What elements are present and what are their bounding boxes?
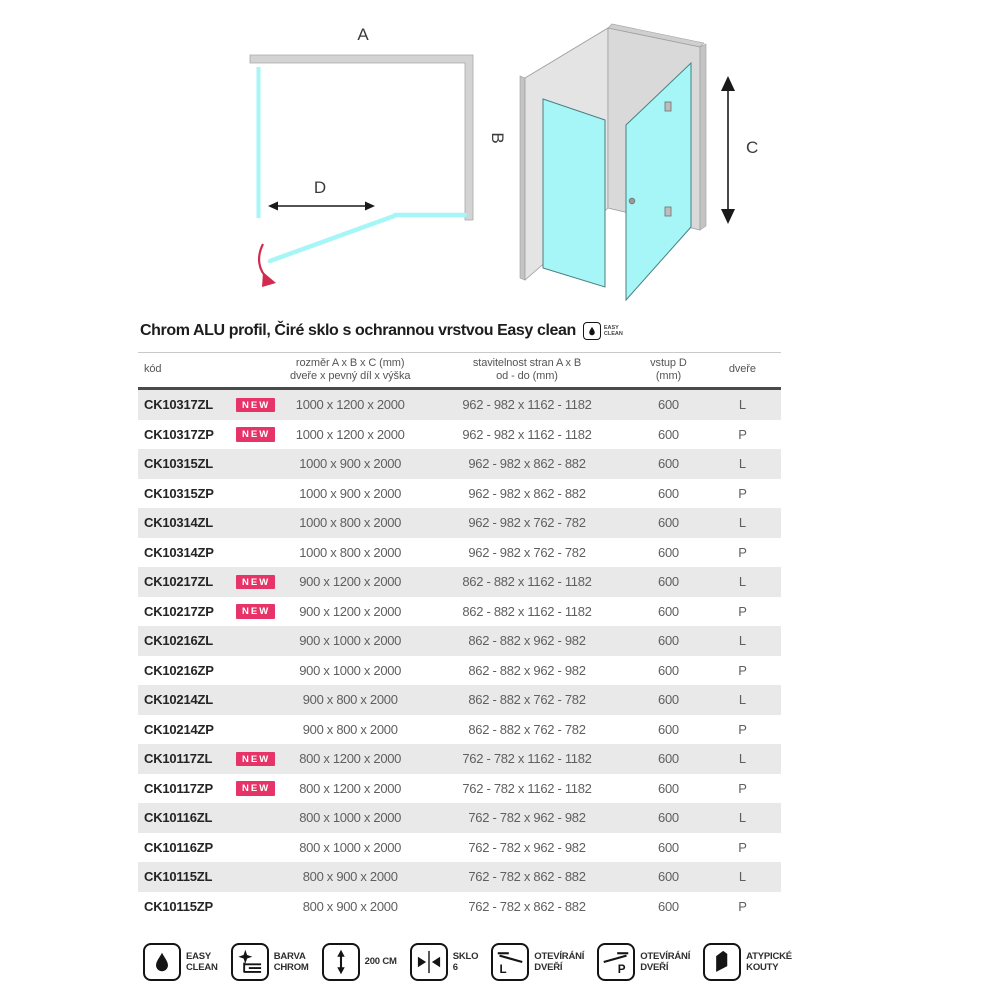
dimensions-cell: 1000 x 1200 x 2000 xyxy=(295,397,405,413)
easy-clean-badge-label: EASY CLEAN xyxy=(603,324,623,337)
dimensions-cell: 1000 x 800 x 2000 xyxy=(299,515,402,531)
easy-clean-badge xyxy=(583,322,623,340)
table-row xyxy=(138,715,781,745)
adjust-range-cell: 862 - 882 x 762 - 782 xyxy=(468,721,586,737)
entry-width-cell: 600 xyxy=(658,397,679,413)
table-row xyxy=(138,685,781,715)
door-knob xyxy=(629,198,635,204)
door-swing-arrow xyxy=(259,244,276,287)
product-code: CK10214ZL xyxy=(144,692,214,708)
door-side-cell: L xyxy=(738,456,746,472)
code-cell xyxy=(138,574,279,589)
entry-width-cell: 600 xyxy=(658,751,679,767)
table-row xyxy=(138,774,781,804)
code-cell xyxy=(138,692,279,707)
product-code: CK10314ZL xyxy=(144,515,214,531)
glass-thickness-icon xyxy=(410,943,448,981)
plan-fixed-glass-panel xyxy=(257,67,261,218)
table-row xyxy=(138,597,781,627)
plan-open-door-panel xyxy=(270,216,394,261)
product-spec-table xyxy=(138,352,781,921)
dimensions-cell: 800 x 1000 x 2000 xyxy=(299,839,402,855)
entry-width-cell: 600 xyxy=(658,574,679,590)
adjust-range-cell: 862 - 882 x 962 - 982 xyxy=(468,662,586,678)
door-side-cell: P xyxy=(738,603,747,619)
new-badge: NEW xyxy=(236,427,275,442)
dimensions-cell: 800 x 1200 x 2000 xyxy=(299,751,402,767)
door-side-cell: P xyxy=(738,839,747,855)
legend-label: ATYPICKÉ KOUTY xyxy=(746,950,792,973)
new-badge: NEW xyxy=(236,575,275,590)
product-code: CK10315ZL xyxy=(144,456,214,472)
entry-width-cell: 600 xyxy=(658,426,679,442)
code-cell xyxy=(138,722,279,737)
title-row xyxy=(140,322,623,340)
table-row xyxy=(138,803,781,833)
entry-width-cell: 600 xyxy=(658,692,679,708)
code-cell xyxy=(138,427,279,442)
dimensions-cell: 900 x 800 x 2000 xyxy=(302,692,398,708)
door-open-left-icon xyxy=(491,943,529,981)
door-swing-left-icon xyxy=(496,948,524,976)
table-row xyxy=(138,449,781,479)
col-header-dimensions: rozměr A x B x C (mm) dveře x pevný díl x výška xyxy=(289,356,411,382)
door-side-cell: L xyxy=(738,574,746,590)
table-row xyxy=(138,479,781,509)
water-drop-icon xyxy=(586,325,598,337)
legend-label: EASY CLEAN xyxy=(186,950,218,973)
easy-clean-icon xyxy=(583,322,601,340)
vertical-arrow-icon xyxy=(327,948,355,976)
new-badge: NEW xyxy=(236,604,275,619)
door-side-cell: P xyxy=(738,544,747,560)
code-cell xyxy=(138,810,279,825)
entry-width-cell: 600 xyxy=(658,662,679,678)
product-code: CK10315ZP xyxy=(144,485,214,501)
door-side-cell: L xyxy=(738,397,746,413)
product-code: CK10116ZL xyxy=(144,810,213,826)
door-side-cell: L xyxy=(738,633,746,649)
code-cell xyxy=(138,397,279,412)
product-code: CK10216ZP xyxy=(144,662,214,678)
adjust-range-cell: 862 - 882 x 762 - 782 xyxy=(468,692,586,708)
atypical-corners-icon xyxy=(703,943,741,981)
entry-width-cell: 600 xyxy=(658,544,679,560)
door-side-cell: L xyxy=(738,515,746,531)
table-row xyxy=(138,744,781,774)
adjust-range-cell: 962 - 982 x 862 - 882 xyxy=(468,456,586,472)
entry-width-cell: 600 xyxy=(658,603,679,619)
adjust-range-cell: 962 - 982 x 862 - 882 xyxy=(468,485,586,501)
easy-clean-icon xyxy=(143,943,181,981)
dimensions-cell: 800 x 1000 x 2000 xyxy=(299,810,402,826)
product-code: CK10214ZP xyxy=(144,721,214,737)
dimensions-cell: 1000 x 900 x 2000 xyxy=(299,485,402,501)
product-code: CK10216ZL xyxy=(144,633,214,649)
product-code: CK10217ZL xyxy=(144,574,214,590)
code-cell xyxy=(138,515,279,530)
code-cell xyxy=(138,456,279,471)
door-swing-right-icon xyxy=(602,948,630,976)
door-side-cell: P xyxy=(738,721,747,737)
dimensions-cell: 900 x 1000 x 2000 xyxy=(299,662,402,678)
adjust-range-cell: 962 - 982 x 762 - 782 xyxy=(468,544,586,560)
table-row xyxy=(138,626,781,656)
chrome-color-icon xyxy=(231,943,269,981)
legend-item-chrome-color xyxy=(231,943,309,981)
entry-width-cell: 600 xyxy=(658,839,679,855)
door-side-cell: P xyxy=(738,898,747,914)
code-cell xyxy=(138,633,279,648)
height-arrow-c xyxy=(721,76,735,224)
water-drop-icon xyxy=(149,949,175,975)
legend-label: BARVA CHROM xyxy=(273,950,309,973)
legend-label: 200 CM xyxy=(364,956,397,968)
table-row xyxy=(138,833,781,863)
adjust-range-cell: 762 - 782 x 1162 - 1182 xyxy=(462,751,592,767)
dimensions-cell: 900 x 800 x 2000 xyxy=(302,721,398,737)
entry-width-cell: 600 xyxy=(658,515,679,531)
entry-width-cell: 600 xyxy=(658,633,679,649)
dimensions-cell: 1000 x 900 x 2000 xyxy=(299,456,402,472)
new-badge: NEW xyxy=(236,752,275,767)
code-cell xyxy=(138,545,279,560)
page-title: Chrom ALU profil, Čiré sklo s ochrannou vrstvou Easy clean xyxy=(140,322,576,339)
product-code: CK10317ZP xyxy=(144,426,214,442)
dimension-label-d: D xyxy=(313,178,327,197)
angled-panel-icon xyxy=(708,948,736,976)
entry-width-cell: 600 xyxy=(658,456,679,472)
code-cell xyxy=(138,781,279,796)
legend-item-easy-clean xyxy=(143,943,218,981)
door-side-cell: L xyxy=(738,751,746,767)
adjust-range-cell: 962 - 982 x 1162 - 1182 xyxy=(462,397,592,413)
product-code: CK10314ZP xyxy=(144,544,214,560)
code-cell xyxy=(138,604,279,619)
adjust-range-cell: 862 - 882 x 1162 - 1182 xyxy=(462,603,592,619)
table-row xyxy=(138,656,781,686)
code-cell xyxy=(138,663,279,678)
door-hinge-bottom xyxy=(665,207,671,216)
col-header-entry-width: vstup D (mm) xyxy=(650,356,687,382)
adjust-range-cell: 762 - 782 x 962 - 982 xyxy=(468,839,586,855)
dimensions-cell: 900 x 1200 x 2000 xyxy=(299,603,402,619)
col-header-adjust-range: stavitelnost stran A x B od - do (mm) xyxy=(472,356,582,382)
product-code: CK10116ZP xyxy=(144,839,214,855)
adjust-range-cell: 762 - 782 x 862 - 882 xyxy=(468,869,586,885)
table-row xyxy=(138,390,781,420)
entry-width-cell: 600 xyxy=(658,485,679,501)
door-side-cell: P xyxy=(738,426,747,442)
door-open-right-icon xyxy=(597,943,635,981)
product-code: CK10117ZL xyxy=(144,751,213,767)
door-side-cell: P xyxy=(738,780,747,796)
legend-item-door-open-left xyxy=(491,943,584,981)
door-side-cell: L xyxy=(738,869,746,885)
entry-width-cell: 600 xyxy=(658,780,679,796)
table-body xyxy=(138,390,781,921)
legend-item-atypical-corners xyxy=(703,943,792,981)
dimensions-cell: 900 x 1000 x 2000 xyxy=(299,633,402,649)
new-badge: NEW xyxy=(236,398,275,413)
product-code: CK10117ZP xyxy=(144,780,214,796)
table-row xyxy=(138,508,781,538)
dimensions-cell: 900 x 1200 x 2000 xyxy=(299,574,402,590)
glass-gauge-icon xyxy=(415,948,443,976)
entry-width-cell: 600 xyxy=(658,721,679,737)
code-cell xyxy=(138,751,279,766)
dimension-label-a: A xyxy=(357,25,369,44)
adjust-range-cell: 962 - 982 x 1162 - 1182 xyxy=(462,426,592,442)
legend-label: OTEVÍRÁNÍ DVEŘÍ xyxy=(640,950,691,973)
adjust-range-cell: 862 - 882 x 1162 - 1182 xyxy=(462,574,592,590)
feature-legend xyxy=(143,943,792,981)
table-row xyxy=(138,538,781,568)
legend-item-glass-thickness xyxy=(410,943,479,981)
code-cell xyxy=(138,486,279,501)
iso-view-diagram xyxy=(500,0,800,315)
adjust-range-cell: 962 - 982 x 762 - 782 xyxy=(468,515,586,531)
svg-text:P: P xyxy=(617,963,626,976)
table-row xyxy=(138,862,781,892)
legend-label: SKLO 6 xyxy=(452,950,479,973)
dimensions-cell: 1000 x 800 x 2000 xyxy=(299,544,402,560)
adjust-range-cell: 762 - 782 x 862 - 882 xyxy=(468,898,586,914)
adjust-range-cell: 862 - 882 x 962 - 982 xyxy=(468,633,586,649)
dimension-arrow-d xyxy=(268,202,375,211)
door-side-cell: P xyxy=(738,662,747,678)
dimensions-cell: 1000 x 1200 x 2000 xyxy=(295,426,405,442)
door-side-cell: L xyxy=(738,692,746,708)
door-side-cell: L xyxy=(738,810,746,826)
entry-width-cell: 600 xyxy=(658,810,679,826)
svg-text:L: L xyxy=(499,963,507,976)
dimensions-cell: 800 x 900 x 2000 xyxy=(302,898,398,914)
legend-item-height xyxy=(322,943,397,981)
dimensions-cell: 800 x 1200 x 2000 xyxy=(299,780,402,796)
entry-width-cell: 600 xyxy=(658,898,679,914)
code-cell xyxy=(138,840,279,855)
product-code: CK10115ZP xyxy=(144,898,214,914)
product-code: CK10217ZP xyxy=(144,603,214,619)
table-row xyxy=(138,420,781,450)
iso-fixed-glass-panel xyxy=(543,99,605,287)
product-code: CK10115ZL xyxy=(144,869,213,885)
code-cell xyxy=(138,899,279,914)
dimensions-cell: 800 x 900 x 2000 xyxy=(302,869,398,885)
col-header-door: dveře xyxy=(728,363,756,376)
height-arrow-icon xyxy=(322,943,360,981)
product-code: CK10317ZL xyxy=(144,397,214,413)
legend-label: OTEVÍRÁNÍ DVEŘÍ xyxy=(534,950,585,973)
table-header xyxy=(138,352,781,390)
plan-walls xyxy=(250,55,473,220)
table-row xyxy=(138,567,781,597)
col-header-code: kód xyxy=(144,363,162,376)
new-badge: NEW xyxy=(236,781,275,796)
dimension-label-b: B xyxy=(488,132,507,144)
adjust-range-cell: 762 - 782 x 1162 - 1182 xyxy=(462,780,592,796)
table-row xyxy=(138,892,781,922)
dimension-label-c: C xyxy=(746,138,759,157)
legend-item-door-open-right xyxy=(597,943,690,981)
door-side-cell: P xyxy=(738,485,747,501)
entry-width-cell: 600 xyxy=(658,869,679,885)
sparkle-profile-icon xyxy=(236,948,264,976)
code-cell xyxy=(138,869,279,884)
door-hinge-top xyxy=(665,102,671,111)
plan-view-diagram xyxy=(230,18,510,288)
adjust-range-cell: 762 - 782 x 962 - 982 xyxy=(468,810,586,826)
